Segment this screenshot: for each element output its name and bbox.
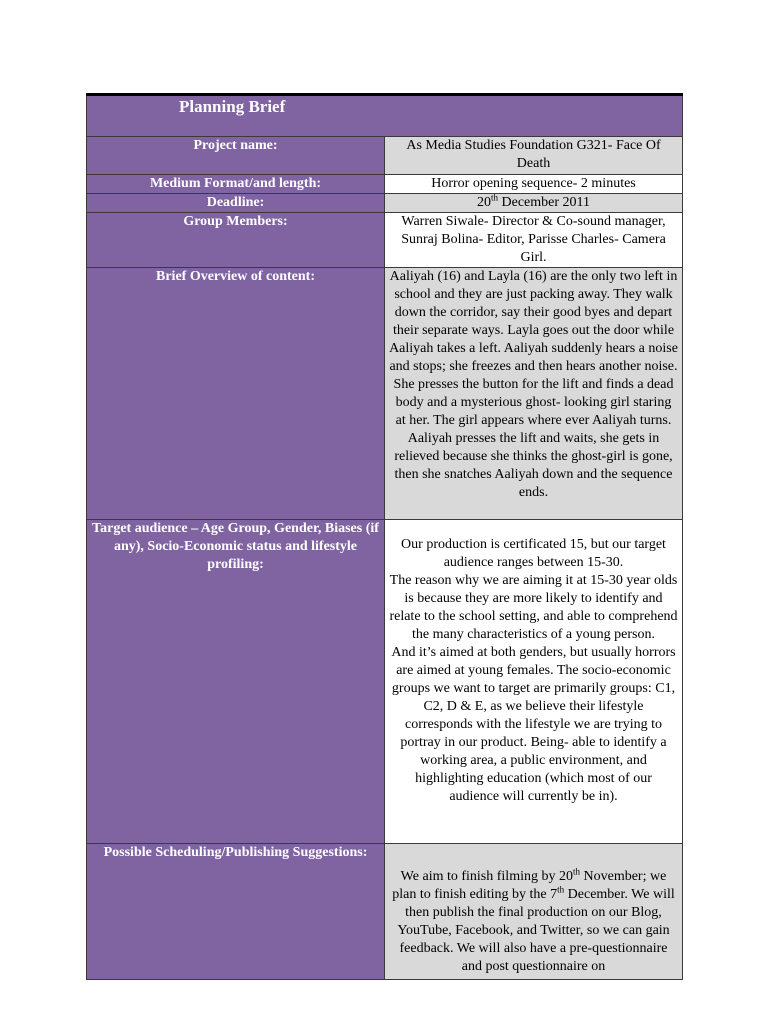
title-row <box>87 95 683 137</box>
scheduling-text: November; we plan to finish editing by the 7 <box>392 869 667 902</box>
planning-brief-table <box>86 93 683 980</box>
table-title: Planning Brief <box>87 95 683 137</box>
target-audience-label: Target audience – Age Group, Gender, Biases (if any), Socio-Economic status and lifestyle profiling: <box>87 520 385 844</box>
deadline-value <box>385 194 683 213</box>
table-row <box>87 268 683 520</box>
brief-overview-value: Aaliyah (16) and Layla (16) are the only two left in school and they are just packing away. They walk down the corridor, say their good byes and depart their separate ways. Layla goes out the door while Aaliyah takes a left. Aaliyah suddenly hears a noise and stops; she freezes and then hears another noise. She presses the button for the lift and finds a dead body and a mysterious ghost- looking girl staring at her. The girl appears where ever Aaliyah turns. Aaliyah presses the lift and waits, she gets in relieved because she thinks the ghost-girl is gone, then she snatches Aaliyah down and the sequence ends. <box>385 268 683 520</box>
target-audience-value <box>385 520 683 844</box>
deadline-month-year: December 2011 <box>498 195 590 210</box>
medium-format-value: Horror opening sequence- 2 minutes <box>385 175 683 194</box>
scheduling-text: December. We will then publish the final production on our Blog, YouTube, Facebook, and Twitter, so we can gain feedback. We will also have a pre-questionnaire and post questionnaire on <box>397 887 675 974</box>
scheduling-value <box>385 844 683 980</box>
project-name-label: Project name: <box>87 137 385 175</box>
deadline-day-suffix: th <box>490 192 498 203</box>
project-name-value: As Media Studies Foundation G321- Face Of Death <box>385 137 683 175</box>
table-row <box>87 175 683 194</box>
table-row <box>87 520 683 844</box>
table-row <box>87 194 683 213</box>
scheduling-suffix: th <box>557 884 565 895</box>
medium-format-label: Medium Format/and length: <box>87 175 385 194</box>
scheduling-label: Possible Scheduling/Publishing Suggestions: <box>87 844 385 980</box>
target-audience-paragraph: Our production is certificated 15, but our target audience ranges between 15-30. <box>401 537 666 570</box>
deadline-label: Deadline: <box>87 194 385 213</box>
brief-overview-label: Brief Overview of content: <box>87 268 385 520</box>
scheduling-text: We aim to finish filming by 20 <box>400 869 573 884</box>
table-row <box>87 844 683 980</box>
target-audience-paragraph: And it’s aimed at both genders, but usually horrors are aimed at young females. The socio-economic groups we want to target are primarily groups: C1, C2, D & E, as we believe their lifestyle corresponds with the lifestyle we are trying to portray in our product. Being- able to identify a working area, a public environment, and highlighting education (which most of our audience will currently be in). <box>391 645 676 804</box>
table-row <box>87 137 683 175</box>
scheduling-suffix: th <box>572 866 580 877</box>
group-members-value: Warren Siwale- Director & Co-sound manager, Sunraj Bolina- Editor, Parisse Charles- Camera Girl. <box>385 213 683 268</box>
deadline-day: 20 <box>476 195 491 210</box>
table-row <box>87 213 683 268</box>
target-audience-paragraph: The reason why we are aiming it at 15-30 year olds is because they are more likely to identify and relate to the school setting, and able to comprehend the many characteristics of a young person. <box>389 573 678 642</box>
group-members-label: Group Members: <box>87 213 385 268</box>
